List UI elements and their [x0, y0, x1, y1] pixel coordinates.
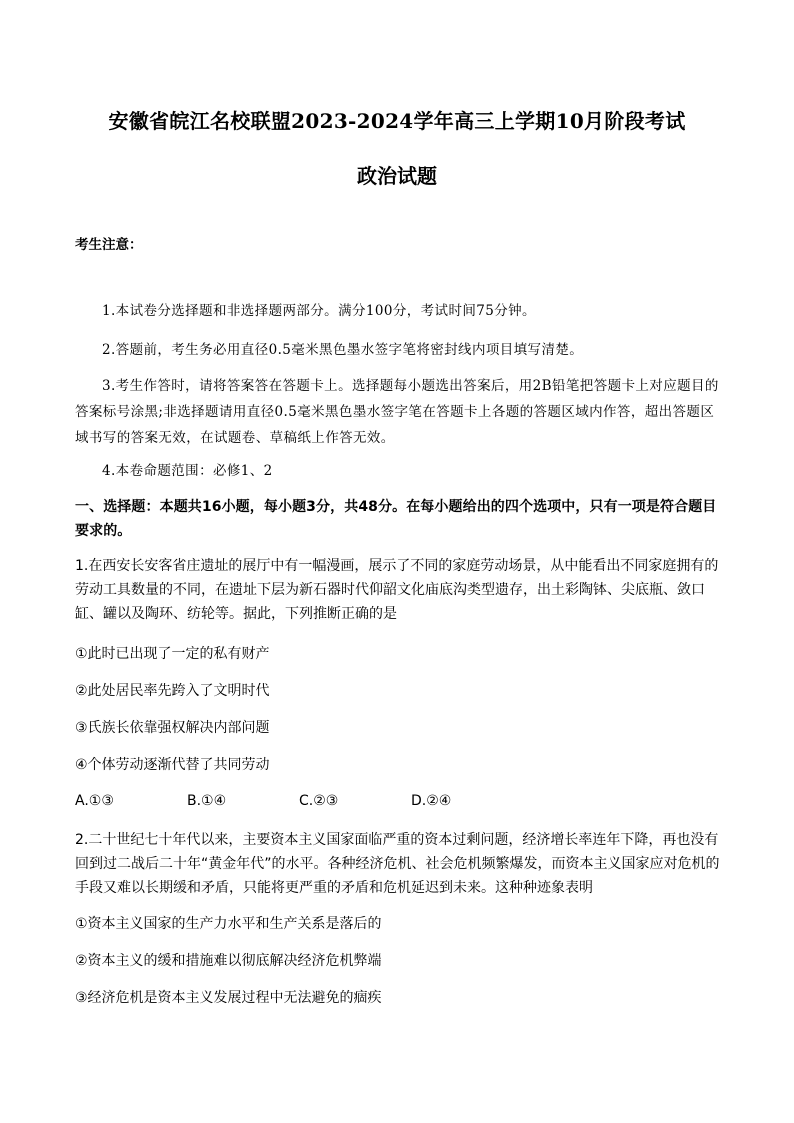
question-option: ③经济危机是资本主义发展过程中无法避免的痼疾: [75, 990, 382, 1006]
question-option: ①资本主义国家的生产力水平和生产关系是落后的: [75, 916, 382, 932]
answer-choice-c: C.②③: [299, 793, 339, 809]
notice-item: 4.本卷命题范围：必修1、2: [102, 463, 273, 479]
question-stem: 2.二十世纪七十年代以来，主要资本主义国家面临严重的资本过剩问题，经济增长率连年下降，再也没有回到过二战后二十年“黄金年代”的水平。各种经济危机、社会危机频繁爆发，而资本主义国家应对危机的手段又难以长期缓和矛盾，只能将更严重的矛盾和危机延迟到未来。这种种迹象表明: [75, 832, 720, 896]
notice-heading: 考生注意：: [75, 237, 143, 253]
document-title: 安徽省皖江名校联盟2023-2024学年高三上学期10月阶段考试: [108, 109, 686, 133]
question-option: ②此处居民率先跨入了文明时代: [75, 683, 270, 699]
answer-choice-d: D.②④: [411, 793, 452, 809]
notice-item: 2.答题前，考生务必用直径0.5毫米黑色墨水签字笔将密封线内项目填写清楚。: [102, 342, 584, 358]
question-option: ③氏族长依靠强权解决内部问题: [75, 720, 270, 736]
answer-choice-b: B.①④: [187, 793, 227, 809]
notice-item: 3.考生作答时，请将答案答在答题卡上。选择题每小题选出答案后，用2B铅笔把答题卡上对应题目的答案标号涂黑;非选择题请用直径0.5毫米黑色墨水签字笔在答题卡上各题的答题区域内作答，超出答题区域书写的答案无效，在试题卷、草稿纸上作答无效。: [75, 378, 719, 446]
question-option: ①此时已出现了一定的私有财产: [75, 646, 270, 662]
question-option: ②资本主义的缓和措施难以彻底解决经济危机弊端: [75, 953, 382, 969]
section-heading: 一、选择题：本题共16小题，每小题3分，共48分。在每小题给出的四个选项中，只有一项是符合题目要求的。: [75, 499, 717, 539]
notice-item: 1.本试卷分选择题和非选择题两部分。满分100分，考试时间75分钟。: [102, 303, 536, 319]
document-subtitle: 政治试题: [357, 164, 437, 188]
question-option: ④个体劳动逐渐代替了共同劳动: [75, 757, 270, 773]
question-stem: 1.在西安长安客省庄遗址的展厅中有一幅漫画，展示了不同的家庭劳动场景，从中能看出不同家庭拥有的劳动工具数量的不同，在遗址下层为新石器时代仰韶文化庙底沟类型遗存，出土彩陶钵、尖底瓶、敛口缸、罐以及陶环、纺轮等。据此，下列推断正确的是: [75, 558, 719, 622]
answer-choice-a: A.①③: [75, 793, 114, 809]
